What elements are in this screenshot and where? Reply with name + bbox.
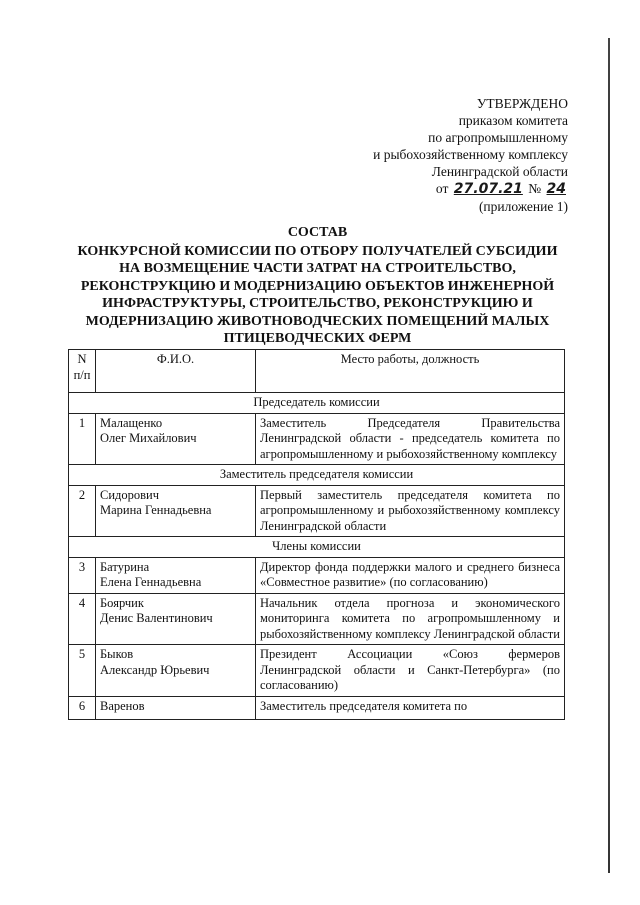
approval-line: Ленинградской области (431, 164, 568, 179)
table-row (69, 557, 565, 593)
row-number: 4 (69, 593, 96, 645)
section-row (69, 393, 565, 414)
handwritten-number: 24 (546, 181, 566, 197)
member-last-name: Малащенко (100, 415, 163, 430)
row-number: 2 (69, 485, 96, 537)
approval-date-line (373, 180, 568, 198)
table-row (69, 413, 565, 465)
member-last-name: Боярчик (100, 595, 144, 610)
document-title (70, 224, 565, 348)
appendix-label: (приложение 1) (478, 199, 568, 214)
approval-stamp (373, 95, 568, 215)
table-row (69, 485, 565, 537)
member-first-name: Олег Михайлович (100, 431, 197, 445)
member-name (96, 485, 256, 537)
date-prefix: от (435, 181, 449, 196)
commission-table (68, 349, 565, 720)
section-deputy: Заместитель председателя комиссии (69, 465, 565, 486)
member-name (96, 413, 256, 465)
section-row (69, 537, 565, 558)
header-position: Место работы, должность (256, 350, 565, 393)
table-header-row (69, 350, 565, 393)
scan-edge-line (608, 38, 610, 873)
member-last-name: Сидорович (100, 487, 160, 502)
row-number: 1 (69, 413, 96, 465)
member-name (96, 593, 256, 645)
approval-line: по агропромышленному (428, 130, 568, 145)
approval-line: и рыбохозяйственному комплексу (373, 147, 568, 162)
member-first-name: Елена Геннадьевна (100, 575, 202, 589)
member-position: Начальник отдела прогноза и экономического мониторинга комитета по агропромышленному и рыбохозяйственному комплексу Ленинградской области (256, 593, 565, 645)
section-chair: Председатель комиссии (69, 393, 565, 414)
header-name: Ф.И.О. (96, 350, 256, 393)
member-position: Директор фонда поддержки малого и среднего бизнеса «Совместное развитие» (по согласованию) (256, 557, 565, 593)
member-name (96, 557, 256, 593)
table-row (69, 696, 565, 719)
row-number: 3 (69, 557, 96, 593)
member-first-name: Денис Валентинович (100, 611, 213, 625)
header-num: N п/п (69, 350, 96, 393)
title-text: КОНКУРСНОЙ КОМИССИИ ПО ОТБОРУ ПОЛУЧАТЕЛЕЙ СУБСИДИИ НА ВОЗМЕЩЕНИЕ ЧАСТИ ЗАТРАТ НА СТРОИТЕЛЬСТВО, РЕКОНСТРУКЦИЮ И МОДЕРНИЗАЦИЮ ОБЪЕКТОВ ИНЖЕНЕРНОЙ ИНФРАСТРУКТУРЫ, СТРОИТЕЛЬСТВО, РЕКОНСТРУКЦИЮ И МОДЕРНИЗАЦИЮ ЖИВОТНОВОДЧЕСКИХ ПОМЕЩЕНИЙ МАЛЫХ ПТИЦЕВОДЧЕСКИХ ФЕРМ (77, 243, 558, 346)
table-row (69, 593, 565, 645)
row-number: 5 (69, 645, 96, 697)
member-last-name: Быков (100, 647, 134, 661)
section-row (69, 465, 565, 486)
member-first-name: Марина Геннадьевна (100, 503, 212, 517)
member-position: Первый заместитель председателя комитета по агропромышленному и рыбохозяйственному комплексу Ленинградской области (256, 485, 565, 537)
number-sign: № (528, 181, 542, 196)
table-row (69, 645, 565, 697)
approval-line: приказом комитета (458, 113, 568, 128)
title-heading: СОСТАВ (287, 225, 348, 240)
handwritten-date: 27.07.21 (453, 181, 523, 197)
member-name (96, 696, 256, 719)
member-last-name: Варенов (100, 698, 145, 713)
member-last-name: Батурина (100, 559, 150, 574)
approval-heading: УТВЕРЖДЕНО (476, 96, 568, 111)
member-name (96, 645, 256, 697)
member-position: Заместитель Председателя Правительства Ленинградской области - председатель комитета по агропромышленному и рыбохозяйственному комплексу (256, 413, 565, 465)
row-number: 6 (69, 696, 96, 719)
section-members: Члены комиссии (69, 537, 565, 558)
member-position: Заместитель председателя комитета по (256, 696, 565, 719)
member-first-name: Александр Юрьевич (100, 662, 210, 677)
member-position: Президент Ассоциации «Союз фермеров Ленинградской области и Санкт-Петербурга» (по согласованию) (256, 645, 565, 697)
